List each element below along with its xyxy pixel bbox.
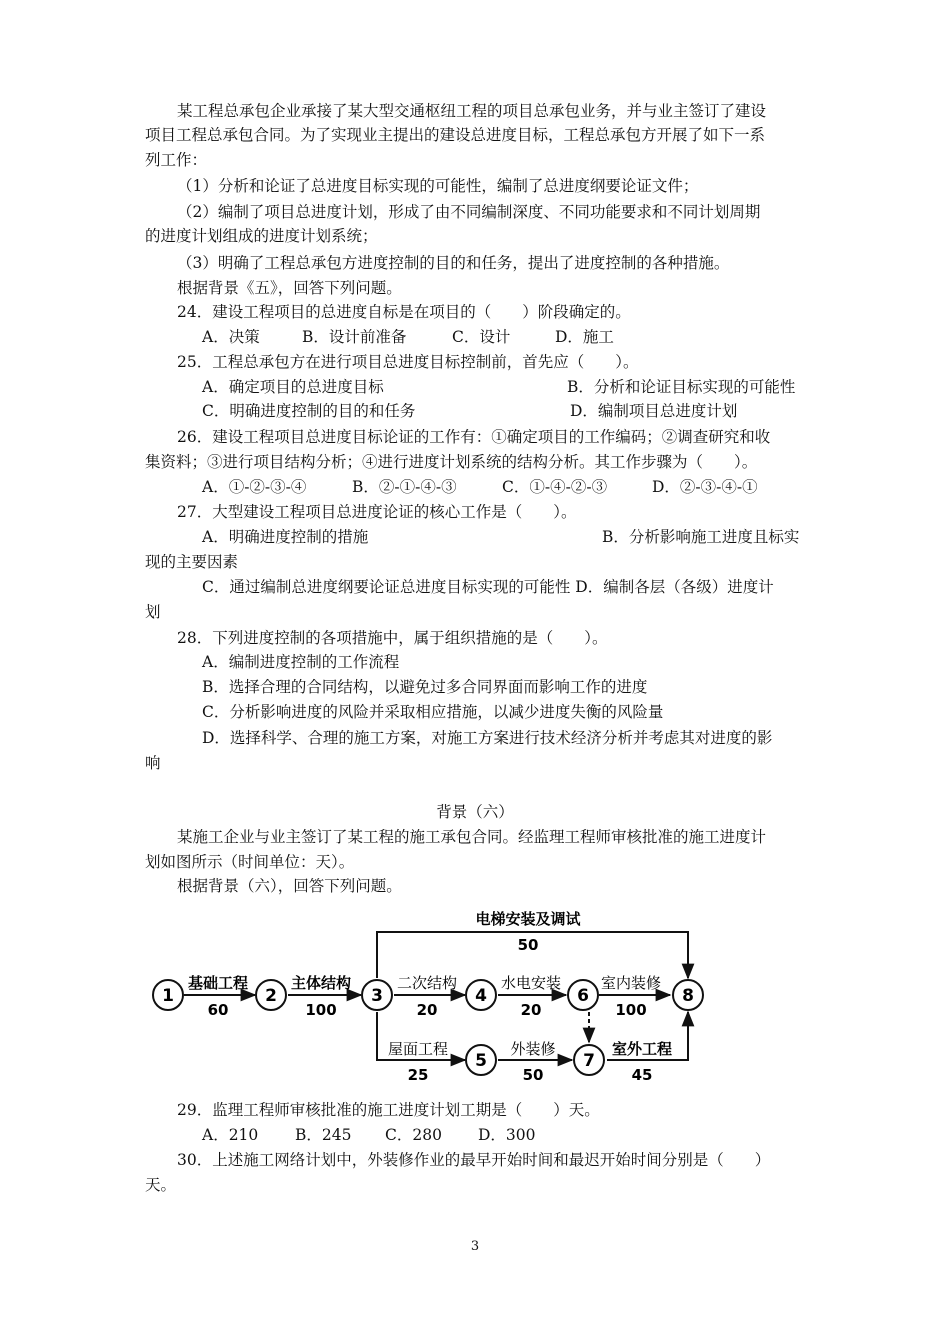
node-8-label: 8 xyxy=(682,986,694,1006)
q25-option-d: D．编制项目总进度计划 xyxy=(570,402,738,420)
activity-name-4-6: 水电安装 xyxy=(500,974,562,992)
q28-option-a: A．编制进度控制的工作流程 xyxy=(202,653,400,671)
q29-option-a: A．210 xyxy=(202,1126,259,1144)
activity-duration-3-5: 25 xyxy=(407,1066,429,1084)
page-number: 3 xyxy=(470,1239,480,1254)
q29-option-b: B．245 xyxy=(295,1126,352,1144)
bg6-paragraph-line1: 某施工企业与业主签订了某工程的施工承包合同。经监理工程师审核批准的施工进度计 xyxy=(177,828,767,846)
activity-name-6-8: 室内装修 xyxy=(600,974,662,992)
bg6-prompt: 根据背景（六），回答下列问题。 xyxy=(177,877,402,895)
activity-duration-7-8: 45 xyxy=(631,1066,653,1084)
q30-stem-line1: 30．上述施工网络计划中，外装修作业的最早开始时间和最迟开始时间分别是（ ） xyxy=(177,1151,771,1169)
bg5-paragraph-line1: 某工程总承包企业承接了某大型交通枢纽工程的项目总承包业务，并与业主签订了建设 xyxy=(177,102,767,120)
q28-option-b: B．选择合理的合同结构，以避免过多合同界面而影响工作的进度 xyxy=(202,678,648,696)
node-6-label: 6 xyxy=(577,986,589,1006)
node-5 xyxy=(466,1045,496,1075)
bg5-paragraph-line3: 列工作： xyxy=(145,151,208,169)
activity-name-2-3: 主体结构 xyxy=(290,974,352,992)
node-3-label: 3 xyxy=(371,986,383,1006)
q27-option-b-line1: B．分析影响施工进度且标实 xyxy=(602,528,800,546)
q24-option-c: C．设计 xyxy=(452,328,511,346)
bg5-item-1: （1）分析和论证了总进度目标实现的可能性，编制了总进度纲要论证文件； xyxy=(177,177,699,195)
q27-option-d-line2: 划 xyxy=(145,603,161,621)
node-4-label: 4 xyxy=(475,986,487,1006)
q28-stem: 28．下列进度控制的各项措施中，属于组织措施的是（ ）。 xyxy=(177,629,608,647)
node-1 xyxy=(153,980,183,1010)
q24-option-a: A．决策 xyxy=(202,328,260,346)
node-4 xyxy=(466,980,496,1010)
q29-option-c: C．280 xyxy=(385,1126,442,1144)
bg5-item-2-line2: 的进度计划组成的进度计划系统； xyxy=(145,227,378,245)
activity-duration-4-6: 20 xyxy=(520,1001,542,1019)
q26-stem-line1: 26．建设工程项目总进度目标论证的工作有：①确定项目的工作编码；②调查研究和收 xyxy=(177,428,771,446)
node-7-label: 7 xyxy=(583,1051,595,1071)
node-3 xyxy=(362,980,392,1010)
node-1-label: 1 xyxy=(162,986,174,1006)
node-6 xyxy=(568,980,598,1010)
activity-name-7-8: 室外工程 xyxy=(611,1040,673,1058)
q29-stem: 29．监理工程师审核批准的施工进度计划工期是（ ）天。 xyxy=(177,1101,600,1119)
q25-option-c: C．明确进度控制的目的和任务 xyxy=(202,402,416,420)
activity-duration-5-7: 50 xyxy=(522,1066,544,1084)
q29-option-d: D．300 xyxy=(478,1126,536,1144)
bg5-paragraph-line2: 项目工程总承包合同。为了实现业主提出的建设总进度目标，工程总承包方开展了如下一系 xyxy=(145,126,766,144)
bg5-item-2-line1: （2）编制了项目总进度计划，形成了由不同编制深度、不同功能要求和不同计划周期 xyxy=(177,203,761,221)
q27-option-b-line2: 现的主要因素 xyxy=(145,553,239,571)
q28-option-d-line2: 响 xyxy=(145,754,161,772)
q26-option-b: B．②-①-④-③ xyxy=(352,478,457,496)
node-8 xyxy=(673,980,703,1010)
q27-option-c-d: C．通过编制总进度纲要论证总进度目标实现的可能性 D．编制各层（各级）进度计 xyxy=(202,578,774,596)
activity-duration-1-2: 60 xyxy=(207,1001,229,1019)
node-7 xyxy=(574,1045,604,1075)
q26-option-a: A．①-②-③-④ xyxy=(202,478,307,496)
bg6-paragraph-line2: 划如图所示（时间单位：天）。 xyxy=(145,853,355,871)
activity-duration-3-4: 20 xyxy=(416,1001,438,1019)
bg5-item-3: （3）明确了工程总承包方进度控制的目的和任务，提出了进度控制的各种措施。 xyxy=(177,254,730,272)
q24-option-b: B．设计前准备 xyxy=(302,328,407,346)
q30-stem-line2: 天。 xyxy=(145,1176,177,1194)
activity-name-3-5: 屋面工程 xyxy=(387,1040,449,1058)
node-2 xyxy=(256,980,286,1010)
q27-stem: 27．大型建设工程项目总进度论证的核心工作是（ ）。 xyxy=(177,503,577,521)
q26-stem-line2: 集资料；③进行项目结构分析；④进行进度计划系统的结构分析。其工作步骤为（ ）。 xyxy=(145,453,758,471)
q25-option-a: A．确定项目的总进度目标 xyxy=(202,378,384,396)
activity-name-5-7: 外装修 xyxy=(510,1040,556,1058)
q26-option-d: D．②-③-④-① xyxy=(652,478,758,496)
activity-duration-2-3: 100 xyxy=(305,1001,337,1019)
activity-name-3-4: 二次结构 xyxy=(396,974,458,992)
q25-stem: 25．工程总承包方在进行项目总进度目标控制前，首先应（ ）。 xyxy=(177,353,639,371)
q25-option-b: B．分析和论证目标实现的可能性 xyxy=(567,378,796,396)
q26-option-c: C．①-④-②-③ xyxy=(502,478,608,496)
activity-name-3-8: 电梯安装及调试 xyxy=(475,910,581,928)
q28-option-d-line1: D．选择科学、合理的施工方案，对施工方案进行技术经济分析并考虑其对进度的影 xyxy=(202,729,773,747)
bg6-title: 背景（六） xyxy=(436,803,514,821)
node-5-label: 5 xyxy=(475,1051,487,1071)
activity-duration-3-8: 50 xyxy=(517,936,539,954)
bg5-prompt: 根据背景《五》，回答下列问题。 xyxy=(177,279,402,297)
activity-name-1-2: 基础工程 xyxy=(187,974,249,992)
q24-option-d: D．施工 xyxy=(555,328,614,346)
q24-stem: 24．建设工程项目的总进度自标是在项目的（ ）阶段确定的。 xyxy=(177,303,631,321)
activity-duration-6-8: 100 xyxy=(615,1001,647,1019)
q28-option-c: C．分析影响进度的风险并采取相应措施，以减少进度失衡的风险量 xyxy=(202,703,664,721)
q27-option-a: A．明确进度控制的措施 xyxy=(202,528,369,546)
node-2-label: 2 xyxy=(265,986,277,1006)
